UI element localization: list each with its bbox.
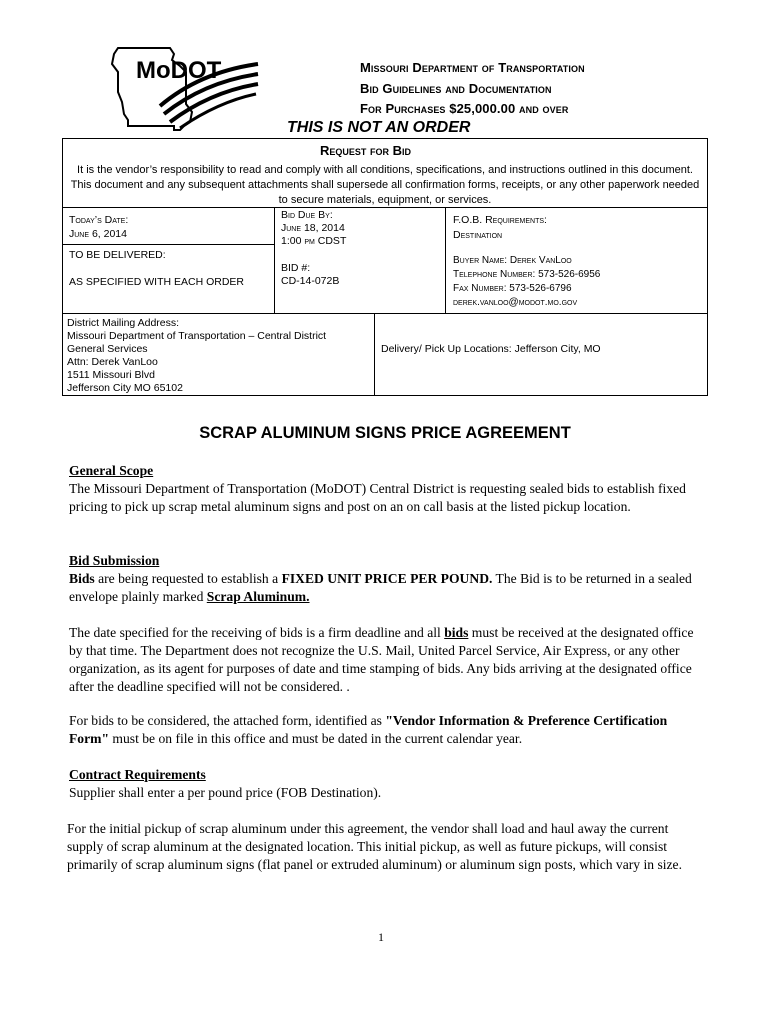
- not-an-order-notice: THIS IS NOT AN ORDER: [287, 119, 471, 136]
- district-address-line: Missouri Department of Transportation – Central District: [67, 330, 327, 342]
- modot-logo: [100, 42, 260, 132]
- deadline-text: The date specified for the receiving of bids is a firm deadline and all: [69, 625, 445, 640]
- page-number: 1: [378, 930, 384, 944]
- header-line-3: For Purchases $25,000.00 and over: [360, 101, 569, 116]
- district-address-label: District Mailing Address:: [67, 317, 180, 329]
- bids-bold-word: Bids: [69, 571, 95, 586]
- buyer-name: Buyer Name: Derek VanLoo: [453, 255, 572, 266]
- bid-due-date: June 18, 2014: [281, 222, 345, 234]
- deadline-paragraph: [69, 624, 699, 696]
- logo-text: MoDOT: [136, 57, 222, 84]
- vendor-responsibility-text: It is the vendor’s responsibility to read and comply with all conditions, specifications, and instructions outlined in this document. This document and any subsequent attachments shall supersede all confirmation forms, receipts, or any other paperwork needed to secure materials, equipment, or services.: [70, 164, 700, 206]
- district-address-line: Jefferson City MO 65102: [67, 382, 183, 394]
- header-line-1: Missouri Department of Transportation: [360, 60, 585, 75]
- missouri-state-outline-icon: [100, 42, 260, 132]
- contract-requirements-section: [69, 766, 699, 802]
- fob-value: Destination: [453, 229, 503, 241]
- initial-pickup-paragraph: For the initial pickup of scrap aluminum under this agreement, the vendor shall load and haul away the current supply of scrap aluminum at the designated location. This initial pickup, as well as future pickups, will consist primarily of scrap aluminum signs (flat panel or extruded aluminum) or aluminum sign posts, which vary in size.: [67, 821, 682, 872]
- vendor-form-name: "Vendor Information & Preference Certification Form": [69, 713, 668, 746]
- bid-due-time: 1:00 pm CDST: [281, 235, 347, 247]
- divider: [374, 313, 375, 396]
- todays-date-value: June 6, 2014: [69, 228, 127, 240]
- divider: [62, 207, 708, 208]
- bid-number-label: BID #:: [281, 262, 311, 274]
- bid-submission-section: [69, 552, 699, 606]
- divider: [62, 313, 708, 314]
- deadline-text: must be received at the designated office by that time. The Department does not recognize the U.S. Mail, United Parcel Service, Air Express, or any other organization, as its agent for purposes of date and time stamping of bids. Any bids arriving at the designated office after the deadline specified will not be considered. .: [69, 625, 694, 694]
- vendor-form-paragraph: [69, 712, 699, 748]
- buyer-email: derek.vanloo@modot.mo.gov: [453, 297, 578, 308]
- scrap-aluminum-marking: Scrap Aluminum.: [206, 589, 310, 604]
- vendor-form-text: For bids to be considered, the attached form, identified as: [69, 713, 386, 728]
- bid-number-value: CD-14-072B: [281, 275, 340, 287]
- to-be-delivered-label: TO BE DELIVERED:: [69, 249, 166, 261]
- general-scope-section: [69, 462, 699, 516]
- bid-submission-text: The Bid is to be returned in a sealed envelope plainly marked: [69, 571, 692, 604]
- document-title: SCRAP ALUMINUM SIGNS PRICE AGREEMENT: [199, 424, 571, 442]
- divider: [445, 207, 446, 313]
- district-address-line: Attn: Derek VanLoo: [67, 356, 158, 368]
- bid-due-label: Bid Due By:: [281, 209, 333, 221]
- bid-submission-text: are being requested to establish a: [94, 571, 282, 586]
- header-line-2: Bid Guidelines and Documentation: [360, 81, 552, 96]
- contract-requirements-text: Supplier shall enter a per pound price (FOB Destination).: [69, 785, 382, 800]
- divider: [62, 244, 274, 245]
- request-for-bid-heading: Request for Bid: [320, 143, 412, 158]
- bids-underlined-word: bids: [444, 625, 469, 640]
- buyer-telephone: Telephone Number: 573-526-6956: [453, 269, 601, 280]
- vendor-form-text: must be on file in this office and must be dated in the current calendar year.: [109, 731, 523, 746]
- fob-label: F.O.B. Requirements:: [453, 214, 547, 226]
- district-address-line: General Services: [67, 343, 148, 355]
- divider: [274, 207, 275, 313]
- delivery-locations: Delivery/ Pick Up Locations: Jefferson City, MO: [381, 343, 601, 355]
- bid-submission-heading: Bid Submission: [69, 553, 160, 568]
- todays-date-label: Today’s Date:: [69, 214, 129, 226]
- district-address-line: 1511 Missouri Blvd: [67, 369, 155, 381]
- contract-requirements-heading: Contract Requirements: [69, 767, 206, 782]
- to-be-delivered-value: AS SPECIFIED WITH EACH ORDER: [69, 276, 245, 288]
- fixed-unit-price-text: FIXED UNIT PRICE PER POUND.: [281, 571, 493, 586]
- general-scope-text: The Missouri Department of Transportation (MoDOT) Central District is requesting sealed bids to establish fixed pricing to pick up scrap metal aluminum signs and post on an on call basis at the listed pickup location.: [69, 481, 686, 514]
- general-scope-heading: General Scope: [69, 463, 154, 478]
- buyer-fax: Fax Number: 573-526-6796: [453, 283, 572, 294]
